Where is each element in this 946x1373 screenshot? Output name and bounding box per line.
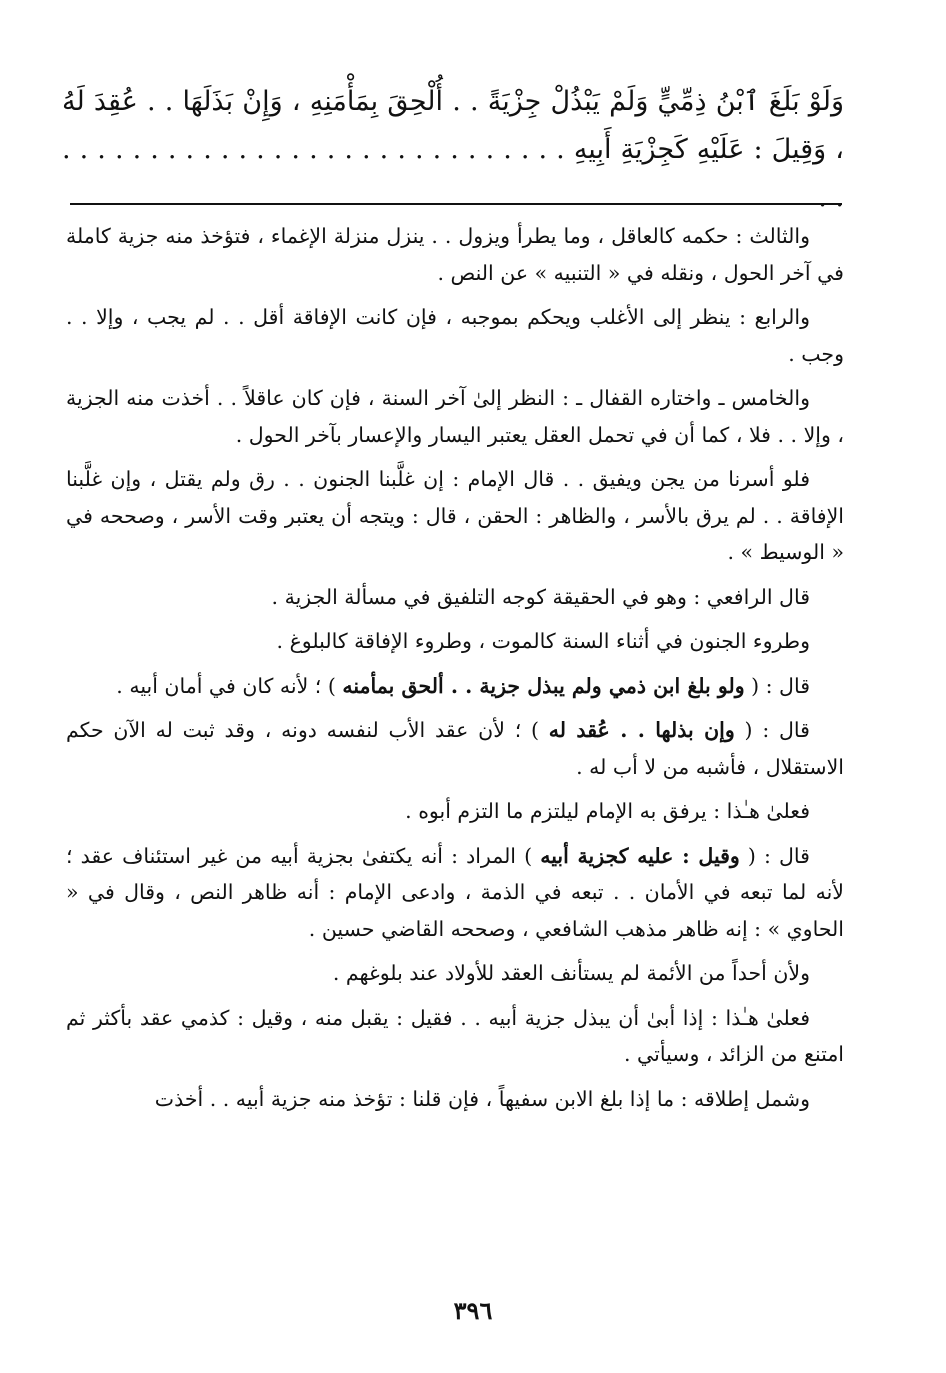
- quoted-matn: ولو بلغ ابن ذمي ولم يبذل جزية . . ألحق بمأمنه: [342, 673, 745, 698]
- commentary-block: [66, 218, 844, 1125]
- commentary-paragraph: [66, 712, 844, 785]
- commentary-paragraph: وطروء الجنون في أثناء السنة كالموت ، وطروء الإفاقة كالبلوغ .: [276, 629, 810, 653]
- quoted-matn: وقيل : عليه كجزية أبيه: [540, 843, 740, 868]
- commentary-paragraph: وشمل إطلاقه : ما إذا بلغ الابن سفيهاً ، فإن قلنا : تؤخذ منه جزية أبيه . . أخذت: [154, 1086, 810, 1111]
- commentary-paragraph: [66, 838, 844, 948]
- commentary-paragraph: [66, 668, 844, 705]
- commentary-paragraph: والثالث : حكمه كالعاقل ، وما يطرأ ويزول . . ينزل منزلة الإغماء ، فتؤخذ منه جزية كاملة في آخر الحول ، ونقله في « التنبيه » عن النص .: [66, 224, 844, 285]
- commentary-paragraph: والخامس ـ واختاره القفال ـ : النظر إلىٰ آخر السنة ، فإن كان عاقلاً . . أخذت منه الجزية ، وإلا . . فلا ، كما أن في تحمل العقل يعتبر اليسار والإعسار بآخر الحول .: [66, 386, 844, 447]
- commentary-paragraph: والرابع : ينظر إلى الأغلب ويحكم بموجبه ، فإن كانت الإفاقة أقل . . لم يجب ، وإلا . . وجب .: [66, 305, 844, 366]
- commentary-paragraph: قال الرافعي : وهو في الحقيقة كوجه التلفيق في مسألة الجزية .: [271, 584, 810, 609]
- quote-explanation: ) ؛ لأنه كان في أمان أبيه .: [116, 673, 343, 698]
- commentary-paragraph: فعلىٰ هـٰذا : إذا أبىٰ أن يبذل جزية أبيه . . فقيل : يقبل منه ، وقيل : كذمي عقد بأكثر ثم امتنع من الزائد ، وسيأتي .: [66, 1005, 844, 1066]
- commentary-paragraph: ولأن أحداً من الأئمة لم يستأنف العقد للأولاد عند بلوغهم .: [332, 961, 810, 985]
- commentary-paragraph: فعلىٰ هـٰذا : يرفق به الإمام ليلتزم ما التزم أبوه .: [405, 799, 810, 823]
- quote-explanation: ) ؛ لأن عقد الأب لنفسه دونه ، وقد ثبت له الآن حكم الاستقلال ، فأشبه من لا أب له .: [66, 718, 844, 779]
- quoted-matn: وإن بذلها . . عُقد له: [548, 718, 735, 742]
- matn-text: وَلَوْ بَلَغَ ٱبْنُ ذِمِّيٍّ وَلَمْ يَبْذُلْ جِزْيَةً . . أُلْحِقَ بِمَأْمَنِهِ ، وَإِنْ بَذَلَهَا . . عُقِدَ لَهُ ، وَقِيلَ : عَلَيْهِ كَجِزْيَةِ أَبِيهِ . . . . . . . . . . . . . . . . . . . . . . . . . . . . . . .: [62, 86, 844, 213]
- commentary-paragraph: فلو أسرنا من يجن ويفيق . . قال الإمام : إن غلَّبنا الجنون . . رق ولم يقتل ، وإن غلَّبنا الإفاقة . . لم يرق بالأسر ، والظاهر : الحقن ، قال : ويتجه أن يعتبر وقت الأسر ، وصححه في « الوسيط » .: [66, 467, 844, 564]
- matn-text-block: [62, 78, 844, 222]
- page-number: ٣٩٦: [453, 1296, 493, 1325]
- quote-intro: قال : (: [734, 718, 810, 742]
- quote-explanation: ) المراد : أنه يكتفىٰ بجزية أبيه من غير استئناف عقد ؛ لأنه لما تبعه في الأمان . . تبعه في الذمة ، وادعى الإمام : أنه ظاهر النص ، وقال في « الحاوي » : إنه ظاهر مذهب الشافعي ، وصححه القاضي حسين .: [66, 843, 844, 941]
- quote-intro: قال : (: [739, 843, 810, 868]
- quote-intro: قال : (: [744, 673, 810, 698]
- divider-line: [70, 203, 842, 205]
